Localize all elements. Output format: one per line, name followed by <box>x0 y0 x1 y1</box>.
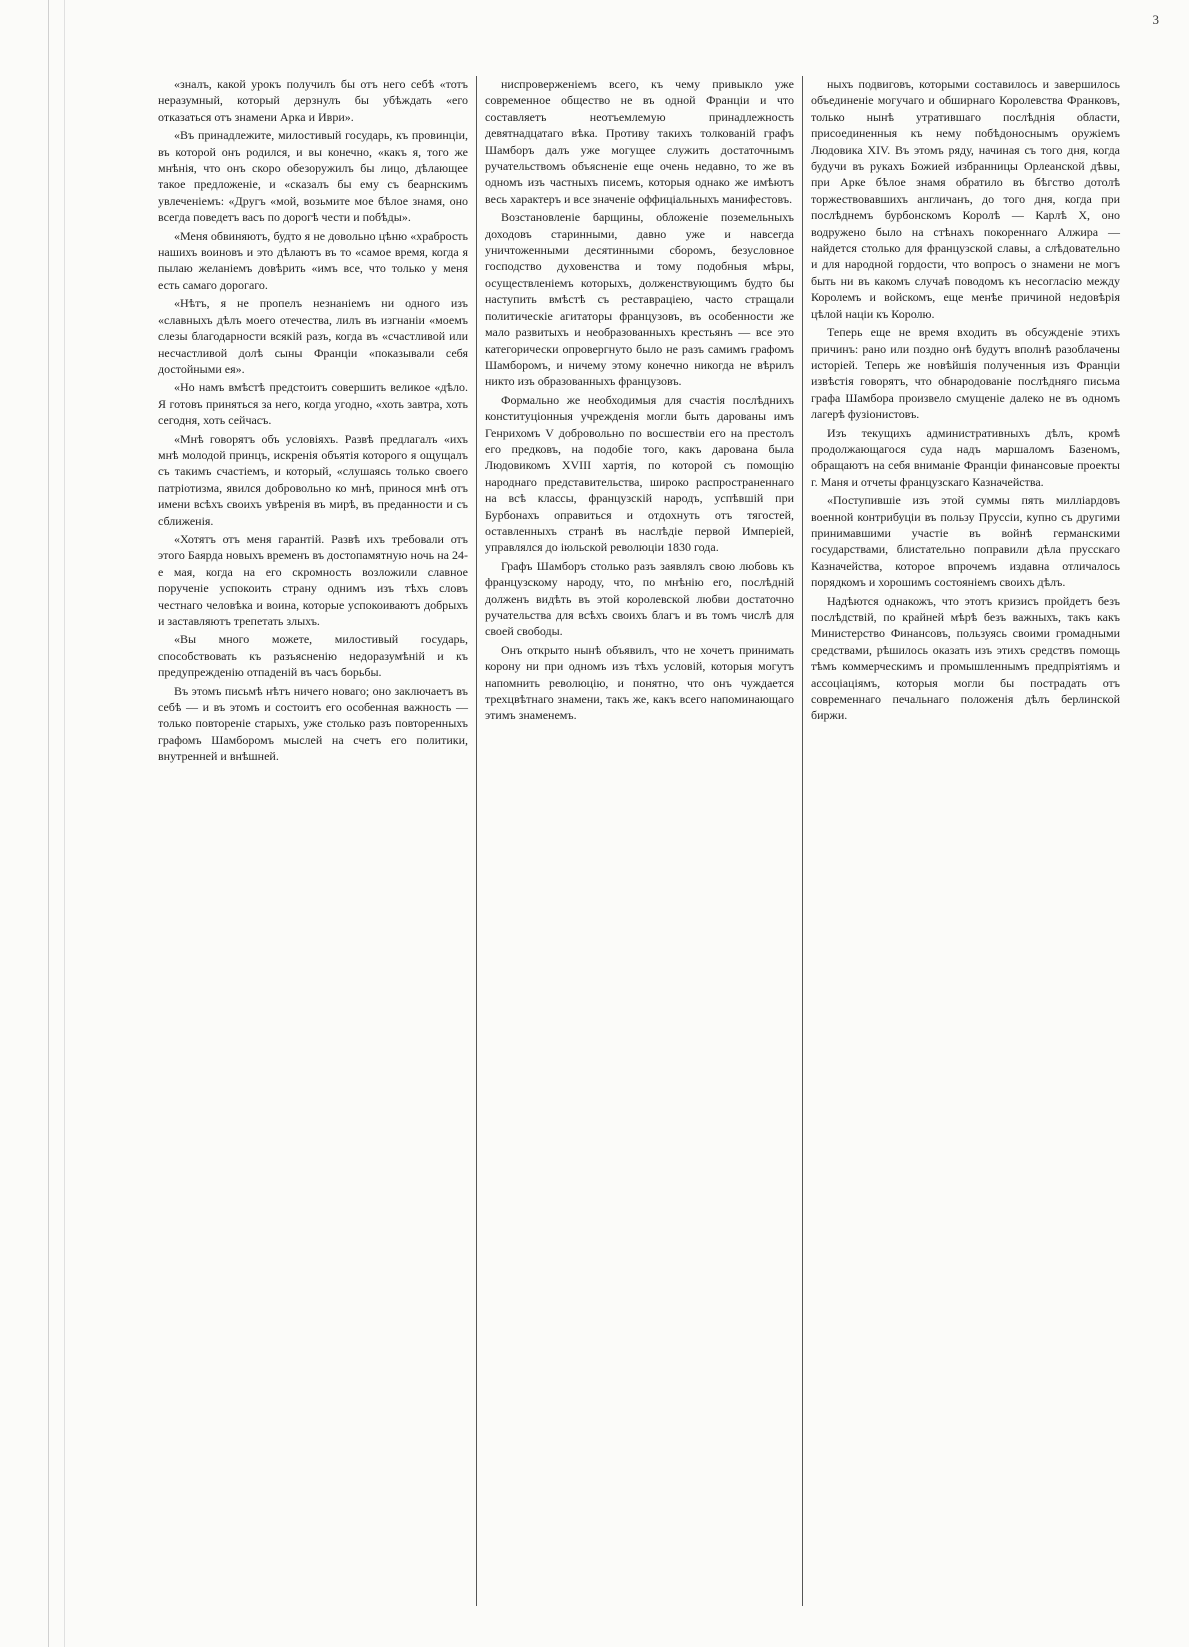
paragraph: «зналъ, какой урокъ получилъ бы отъ него себѣ «тотъ неразумный, который дерзнулъ бы убѣждать «его отказаться отъ знамени Арка и Иври». <box>158 77 468 124</box>
paragraph: Надѣются однакожъ, что этотъ кризисъ пройдетъ безъ послѣдствій, по крайней мѣрѣ безъ важныхъ, такъ какъ Министерство Финансовъ, пользуясь своими громадными средствами, рѣшилось оказать изъ этихъ средствъ помощь тѣмъ коммерческимъ и промышленнымъ предпріятіямъ и ассоціаціямъ, которыя могли бы пострадать отъ современнаго печальнаго положенія дѣлъ берлинской биржи. <box>811 593 1120 723</box>
page-number: 3 <box>1152 12 1159 27</box>
text-column-2 <box>476 76 802 1606</box>
paragraph: Въ этомъ письмѣ нѣтъ ничего новаго; оно заключаетъ въ себѣ — и въ этомъ и состоитъ его особенная важность — только повтореніе старыхъ, уже столько разъ повторенныхъ графомъ Шамборомъ мыслей на счетъ его политики, внутренней и внѣшней. <box>158 683 468 764</box>
text-column-3 <box>802 76 1128 1606</box>
paragraph: Графъ Шамборъ столько разъ заявлялъ свою любовь къ французскому народу, что, по мнѣнію его, послѣдній долженъ видѣть въ этой королевской любви достаточно ручательства для всѣхъ своихъ благъ и въ томъ числѣ для своей свободы. <box>485 558 794 639</box>
paragraph: Изъ текущихъ административныхъ дѣлъ, кромѣ продолжающагося суда надъ маршаломъ Базеномъ, обращаютъ на себя вниманіе Франціи финансовые проекты г. Маня и отчеты французскаго Казначейства. <box>811 425 1120 489</box>
scan-edge-line-inner <box>64 0 65 1647</box>
paragraph: Возстановленіе барщины, обложеніе поземельныхъ доходовъ старинными, давно уже и навсегда уничтоженными десятинными сборомъ, безусловное господство духовенства и тому подобныя мѣры, осуществленіемъ которыхъ, долженствующимъ будто бы наступить вмѣстѣ съ реставраціею, часто стращали политическіе агитаторы французовъ, въ особенности же мало развитыхъ и необразованныхъ крестьянъ — все это категорически опровергнуто было не разъ самимъ графомъ Шамборомъ, и ничему этому конечно никогда не вѣрилъ никто изъ образованныхъ французовъ. <box>485 210 794 389</box>
paragraph: ниспроверженіемъ всего, къ чему привыкло уже современное общество не въ одной Франціи и что составляетъ неотъемлемую принадлежность девятнадцатаго вѣка. Противу такихъ толкованій графъ Шамборъ далъ уже могущее служить достаточнымъ ручательствомъ объясненіе еще очень недавно, то же въ одномъ изъ частныхъ писемъ, которыя однако же имѣютъ весь характеръ и все значеніе оффиціальныхъ манифестовъ. <box>485 77 794 206</box>
scan-edge-line <box>48 0 49 1647</box>
article-columns <box>150 76 1130 1606</box>
paragraph: Теперь еще не время входить въ обсужденіе этихъ причинъ: рано или поздно онѣ будутъ вполнѣ разоблачены исторіей. Теперь же новѣйшія полученныя изъ Франціи извѣстія говорятъ, что обнародованіе послѣдняго письма графа Шамбора произвело смущеніе далеко не въ одномъ лагерѣ фузіонистовъ. <box>811 325 1120 422</box>
paragraph: Онъ открыто нынѣ объявилъ, что не хочетъ принимать корону ни при одномъ изъ тѣхъ условій, которыя могутъ напомнить революцію, и понятно, что онъ чуждается трехцвѣтнаго знамени, такъ же, какъ всего напоминающаго этимъ знаменемъ. <box>485 642 794 723</box>
paragraph: «Хотятъ отъ меня гарантій. Развѣ ихъ требовали отъ этого Баярда новыхъ временъ въ достопамятную ночь на 24-е мая, когда на его скромность возложили славное порученіе успокоить страну однимъ изъ тѣхъ словъ честнаго человѣка и воина, которые успокоиваютъ добрыхъ и заставляютъ трепетать злыхъ. <box>158 531 468 628</box>
paragraph: «Нѣтъ, я не пропелъ незнаніемъ ни одного изъ «славныхъ дѣлъ моего отечества, лилъ въ изгнаніи «моемъ слезы благодарности всякій разъ, когда въ «счастливой или несчастливой долѣ сыны Франціи «показывали себя достойными ея». <box>158 296 468 376</box>
paragraph: «Въ принадлежите, милостивый государь, къ провинціи, въ которой онъ родился, и вы конечно, «какъ я, того же мнѣнія, что онъ скоро обезоружилъ бы лицо, дѣлающее такое предложеніе, и «сказалъ бы ему съ беарнскимъ увлеченіемъ: «Другъ «мой, возьмите мое бѣлое знамя, оно всегда поведетъ васъ по дорогѣ чести и побѣды». <box>158 128 468 225</box>
paragraph: ныхъ подвиговъ, которыми составилось и завершилось объединеніе могучаго и обширнаго Королевства Франковъ, только нынѣ утратившаго послѣднія области, присоединенныя къ нему побѣдоноснымъ оружіемъ Людовика XIV. Въ этомъ ряду, начиная съ того дня, когда будучи въ рукахъ Божией избранницы Орлеанской дѣвы, при Арке бѣлое знамя обратило въ бѣгство дотолѣ торжествовавшихъ англичанъ, до того дня, когда при послѣднемъ бурбонскомъ Королѣ — Карлѣ X, оно водружено было на стѣнахъ покореннаго Алжира — найдется столько для французской славы, а слѣдовательно и для народной гордости, что вопросъ о знамени не могъ быть ни въ какомъ случаѣ поводомъ къ несогласію между Королемъ и войскомъ, еще менѣе причиной недовѣрія цѣлой націи къ Королю. <box>811 77 1120 321</box>
paragraph: «Но намъ вмѣстѣ предстоитъ совершить великое «дѣло. Я готовъ приняться за него, когда угодно, «хоть завтра, хоть сегодня, хоть сейчасъ. <box>158 380 468 428</box>
paragraph: «Вы много можете, милостивый государь, способствовать къ разъясненію недоразумѣній и къ предупрежденію отпаденій въ часъ борьбы. <box>158 632 468 680</box>
paragraph: «Меня обвиняютъ, будто я не довольно цѣню «храбрость нашихъ воиновъ и это дѣлаютъ въ то «самое время, когда я пылаю желаніемъ довѣрить «имъ все, что только у меня есть самаго дорогаго. <box>158 228 468 292</box>
paragraph: «Мнѣ говорятъ объ условіяхъ. Развѣ предлагалъ «ихъ мнѣ молодой принцъ, искренія объятія которого я ощущалъ съ такимъ счастіемъ, и который, «слушаясь только своего патріотизма, явился добровольно ко мнѣ, принося мнѣ отъ имени всѣхъ своихъ увѣренія въ мирѣ, въ преданности и съ сближенія. <box>158 431 468 528</box>
paragraph: Формально же необходимыя для счастія послѣднихъ конституціонныя учрежденія могли быть дарованы имъ Генрихомъ V добровольно по восшествіи его на престолъ его предковъ, на подобіе того, какъ дарована была Людовикомъ XVIII хартія, по которой съ помощію народнаго представительства, широко распространеннаго на всѣ классы, французскій народъ, успѣвшій при Бурбонахъ оправиться и отдохнуть отъ тягостей, оставленныхъ странѣ въ наслѣдіе первой Имперіей, управлялся до іюльской революціи 1830 года. <box>485 392 794 555</box>
paragraph: «Поступившіе изъ этой суммы пять милліардовъ военной контрибуціи въ пользу Пруссіи, купно съ другими принимавшими участіе въ войнѣ германскими государствами, блистательно поправили дѣла прусскаго Казначейства, которое впрочемъ издавна отличалось порядкомъ и хорошимъ состояніемъ своихъ дѣлъ. <box>811 493 1120 590</box>
text-column-1 <box>150 76 476 1606</box>
